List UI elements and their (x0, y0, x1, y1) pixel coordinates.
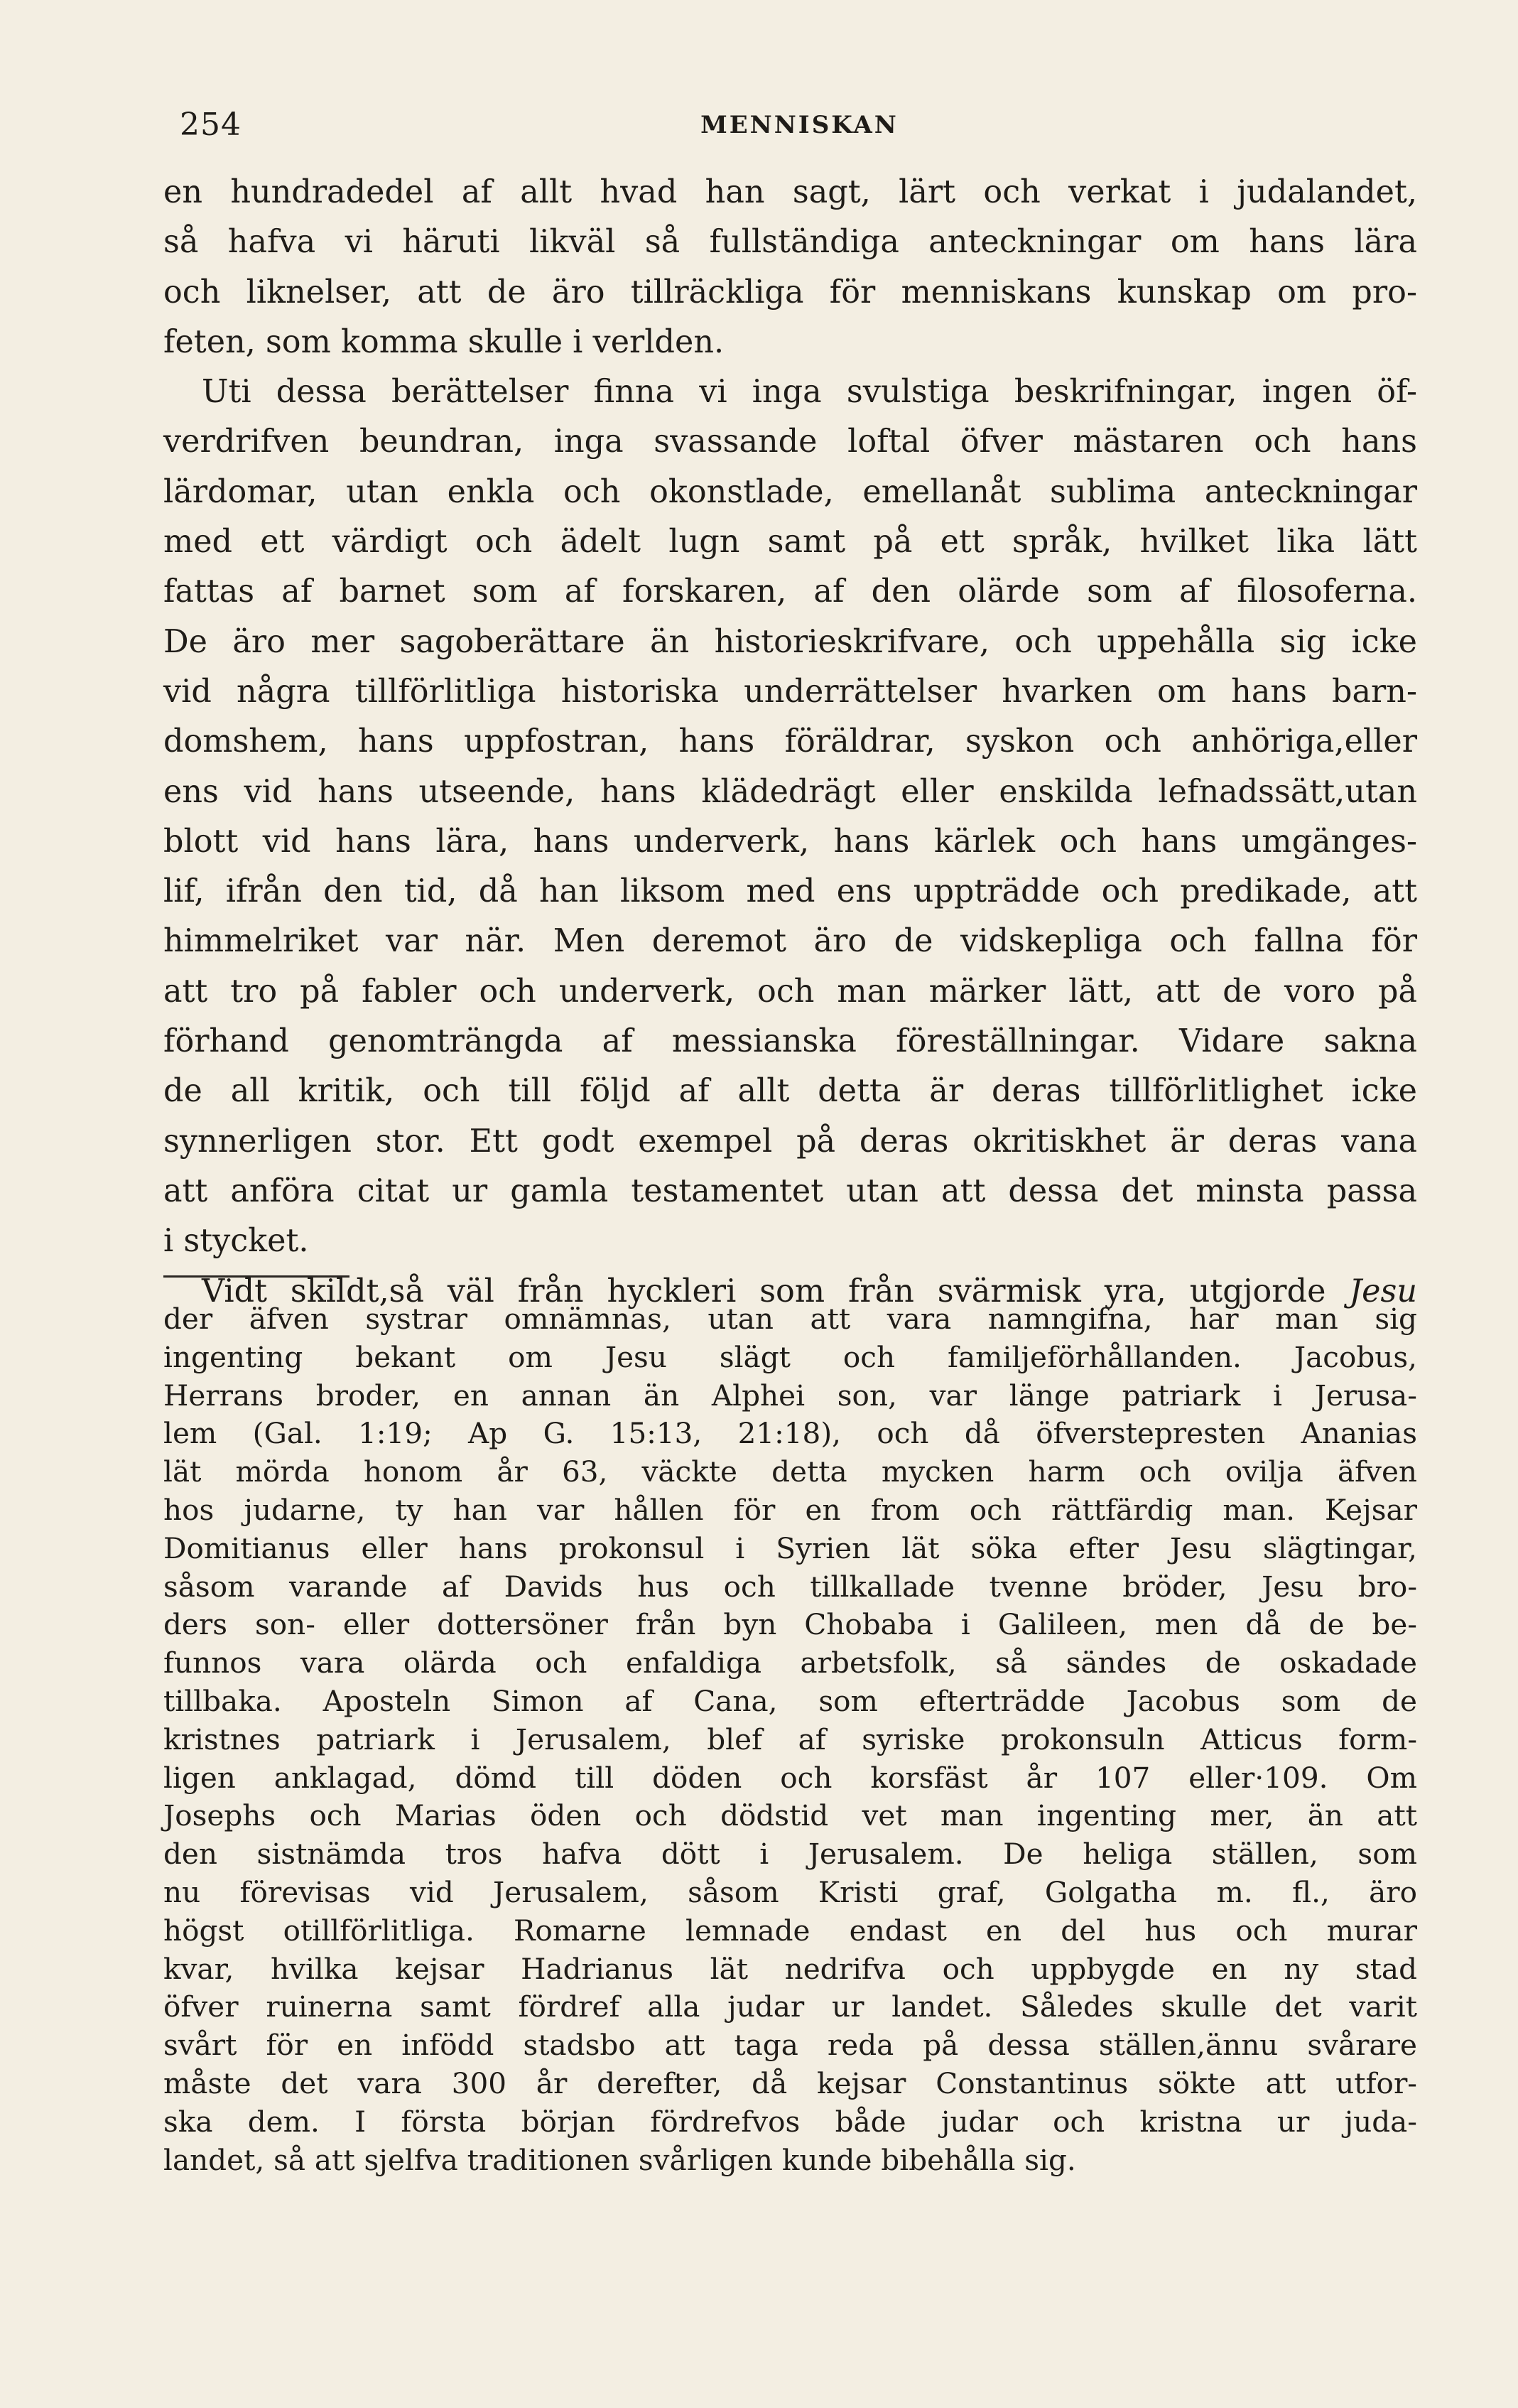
text-line: domshem, hans uppfostran, hans föräldrar, syskon och anhöriga,eller (163, 723, 1417, 760)
footnote-line: der äfven systrar omnämnas, utan att vara namngifna, har man sig (163, 1302, 1417, 1336)
footnote-line: såsom varande af Davids hus och tillkallade tvenne bröder, Jesu bro- (163, 1569, 1417, 1604)
text-line: Uti dessa berättelser finna vi inga svulstiga beskrifningar, ingen öf- (202, 374, 1417, 411)
footnote-line: tillbaka. Aposteln Simon af Cana, som efterträdde Jacobus som de (163, 1683, 1417, 1718)
text-line: verdrifven beundran, inga svassande loftal öfver mästaren och hans (163, 423, 1417, 460)
footnote-line: Domitianus eller hans prokonsul i Syrien lät söka efter Jesu slägtingar, (163, 1530, 1417, 1565)
footnote-line: ingenting bekant om Jesu slägt och familjeförhållanden. Jacobus, (163, 1339, 1417, 1374)
text-line: och liknelser, att de äro tillräckliga för menniskans kunskap om pro- (163, 274, 1417, 311)
text-fragment: Vidt skildt,så väl från hyckleri som från svärmisk yra, utgjorde (202, 1273, 1326, 1310)
footnote-line: svårt för en infödd stadsbo att taga reda på dessa ställen,ännu svårare (163, 2028, 1417, 2063)
text-line: De äro mer sagoberättare än historieskrifvare, och uppehålla sig icke (163, 623, 1417, 660)
text-line: att anföra citat ur gamla testamentet utan att dessa det minsta passa (163, 1172, 1417, 1209)
text-line: himmelriket var när. Men deremot äro de vidskepliga och fallna för (163, 923, 1417, 960)
footnote-line: kvar, hvilka kejsar Hadrianus lät nedrifva och uppbygde en ny stad (163, 1951, 1417, 1986)
text-line: så hafva vi häruti likväl så fullständiga anteckningar om hans lära (163, 224, 1417, 261)
footnote (163, 1300, 1417, 2179)
text-line: ens vid hans utseende, hans klädedrägt eller enskilda lefnadssätt,utan (163, 773, 1417, 810)
footnote-line: funnos vara olärda och enfaldiga arbetsfolk, så sändes de oskadade (163, 1646, 1417, 1680)
text-line: lärdomar, utan enkla och okonstlade, emellanåt sublima anteckningar (163, 473, 1417, 510)
footnote-divider (163, 1275, 349, 1278)
text-line: att tro på fabler och underverk, och man märker lätt, att de voro på (163, 973, 1417, 1010)
text-line: lif, ifrån den tid, då han liksom med ens uppträdde och predikade, att (163, 873, 1417, 910)
footnote-line: Josephs och Marias öden och dödstid vet man ingenting mer, än att (163, 1798, 1417, 1833)
footnote-line: landet, så att sjelfva traditionen svårligen kunde bibehålla sig. (163, 2142, 1076, 2177)
text-line: de all kritik, och till följd af allt detta är deras tillförlitlighet icke (163, 1073, 1417, 1110)
text-line: fattas af barnet som af forskaren, af den olärde som af filosoferna. (163, 573, 1417, 610)
page-header (180, 107, 1419, 149)
text-line: en hundradedel af allt hvad han sagt, lärt och verkat i judalandet, (163, 174, 1417, 210)
italic-word: Jesu (1349, 1273, 1417, 1310)
text-line: i stycket. (163, 1223, 309, 1260)
text-line: blott vid hans lära, hans underverk, hans kärlek och hans umgänges- (163, 823, 1417, 860)
footnote-line: lät mörda honom år 63, väckte detta mycken harm och ovilja äfven (163, 1454, 1417, 1489)
footnote-line: hos judarne, ty han var hållen för en from och rättfärdig man. Kejsar (163, 1492, 1417, 1527)
footnote-line: Herrans broder, en annan än Alphei son, var länge patriark i Jerusa- (163, 1378, 1417, 1413)
page-number: 254 (180, 107, 242, 143)
main-text (163, 168, 1417, 1317)
text-line: synnerligen stor. Ett godt exempel på deras okritiskhet är deras vana (163, 1123, 1417, 1160)
footnote-line: måste det vara 300 år derefter, då kejsar Constantinus sökte att utfor- (163, 2066, 1417, 2100)
text-line: förhand genomträngda af messianska föreställningar. Vidare sakna (163, 1023, 1417, 1060)
footnote-line: den sistnämda tros hafva dött i Jerusalem. De heliga ställen, som (163, 1837, 1417, 1872)
footnote-line: kristnes patriark i Jerusalem, blef af syriske prokonsuln Atticus form- (163, 1722, 1417, 1756)
footnote-line: öfver ruinerna samt fördref alla judar ur landet. Således skulle det varit (163, 1989, 1417, 2024)
text-line: vid några tillförlitliga historiska underrättelser hvarken om hans barn- (163, 673, 1417, 710)
footnote-line: ligen anklagad, dömd till döden och korsfäst år 107 eller·109. Om (163, 1760, 1417, 1795)
text-line: med ett värdigt och ädelt lugn samt på ett språk, hvilket lika lätt (163, 524, 1417, 561)
footnote-line: lem (Gal. 1:19; Ap G. 15:13, 21:18), och då öfverstepresten Ananias (163, 1416, 1417, 1451)
footnote-line: ders son- eller dottersöner från byn Chobaba i Galileen, men då de be- (163, 1607, 1417, 1642)
footnote-line: ska dem. I första början fördrefvos både judar och kristna ur juda- (163, 2104, 1417, 2139)
text-line: feten, som komma skulle i verlden. (163, 323, 725, 360)
footnote-line: högst otillförlitliga. Romarne lemnade endast en del hus och murar (163, 1913, 1417, 1948)
running-title: MENNISKAN (700, 111, 899, 139)
footnote-line: nu förevisas vid Jerusalem, såsom Kristi graf, Golgatha m. fl., äro (163, 1874, 1417, 1909)
